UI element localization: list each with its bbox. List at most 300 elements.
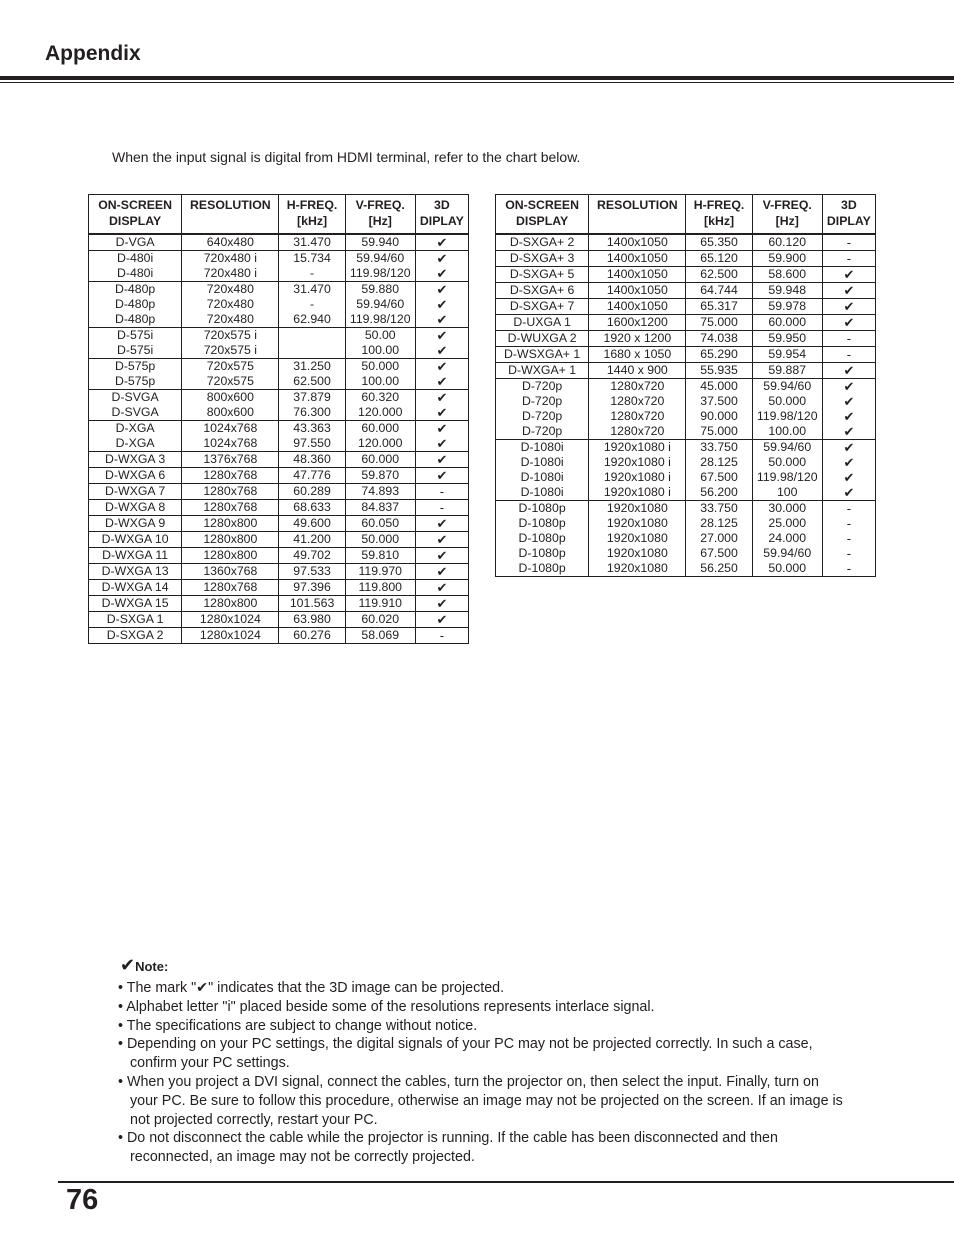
- table-row: [89, 548, 469, 564]
- cell-resolution: 1920x1080 i: [589, 485, 686, 501]
- cell-resolution: 1280x800: [182, 532, 279, 548]
- cell-vfreq: 119.98/120: [752, 470, 822, 485]
- cell-3d: ✔: [415, 421, 468, 437]
- cell-3d: ✔: [415, 580, 468, 596]
- cell-display: D-575i: [89, 328, 182, 344]
- cell-hfreq: [279, 328, 345, 344]
- cell-vfreq: 59.810: [345, 548, 415, 564]
- cell-resolution: 1920x1080: [589, 561, 686, 577]
- cell-vfreq: 60.000: [752, 315, 822, 331]
- cell-3d: -: [822, 251, 875, 267]
- cell-3d: ✔: [415, 234, 468, 251]
- table-row: [89, 421, 469, 437]
- cell-3d: -: [822, 501, 875, 517]
- cell-3d: -: [822, 331, 875, 347]
- cell-resolution: 1280x768: [182, 500, 279, 516]
- cell-hfreq: 65.317: [686, 299, 752, 315]
- cell-vfreq: 100.00: [345, 374, 415, 390]
- cell-hfreq: 97.396: [279, 580, 345, 596]
- table-row: [89, 468, 469, 484]
- cell-display: D-1080i: [496, 485, 589, 501]
- table-row: [89, 516, 469, 532]
- cell-display: D-WXGA 7: [89, 484, 182, 500]
- cell-resolution: 640x480: [182, 234, 279, 251]
- header-rule: [0, 76, 954, 80]
- cell-3d: ✔: [822, 440, 875, 456]
- cell-resolution: 1280x1024: [182, 628, 279, 644]
- table-row: [496, 501, 876, 517]
- col-header-vfreq: V-FREQ. [Hz]: [752, 195, 822, 235]
- cell-resolution: 1920x1080 i: [589, 440, 686, 456]
- table-row: [89, 452, 469, 468]
- cell-resolution: 1400x1050: [589, 251, 686, 267]
- header-rule-thin: [0, 82, 954, 83]
- cell-hfreq: -: [279, 297, 345, 312]
- cell-display: D-WSXGA+ 1: [496, 347, 589, 363]
- cell-vfreq: 58.069: [345, 628, 415, 644]
- cell-vfreq: 60.050: [345, 516, 415, 532]
- cell-resolution: 1680 x 1050: [589, 347, 686, 363]
- note-heading: [120, 955, 168, 976]
- cell-display: D-720p: [496, 379, 589, 395]
- cell-display: D-1080p: [496, 516, 589, 531]
- cell-vfreq: 50.000: [345, 532, 415, 548]
- cell-hfreq: 97.550: [279, 436, 345, 452]
- cell-display: D-1080p: [496, 501, 589, 517]
- cell-resolution: 720x575: [182, 359, 279, 375]
- cell-resolution: 1024x768: [182, 436, 279, 452]
- cell-display: D-1080i: [496, 455, 589, 470]
- note-item: • When you project a DVI signal, connect the cables, turn the projector on, then select the input. Finally, turn on your PC. Be sure to follow this procedure, otherwise an image may not be projected on the screen. If an image is not projected correctly, restart your PC.: [118, 1073, 843, 1128]
- cell-resolution: 1920x1080: [589, 516, 686, 531]
- cell-resolution: 1400x1050: [589, 234, 686, 251]
- table-row: [496, 409, 876, 424]
- cell-display: D-480i: [89, 251, 182, 267]
- page-header-title: Appendix: [45, 42, 141, 65]
- cell-hfreq: 75.000: [686, 315, 752, 331]
- cell-display: D-WXGA 8: [89, 500, 182, 516]
- cell-vfreq: 119.800: [345, 580, 415, 596]
- table-row: [89, 596, 469, 612]
- cell-display: D-WXGA 3: [89, 452, 182, 468]
- cell-display: D-WXGA 14: [89, 580, 182, 596]
- cell-3d: ✔: [415, 390, 468, 406]
- cell-vfreq: 119.98/120: [345, 266, 415, 282]
- cell-hfreq: 45.000: [686, 379, 752, 395]
- cell-3d: -: [415, 500, 468, 516]
- cell-display: D-575p: [89, 374, 182, 390]
- note-item: • The specifications are subject to change without notice.: [118, 1017, 478, 1034]
- cell-hfreq: 43.363: [279, 421, 345, 437]
- cell-vfreq: 59.950: [752, 331, 822, 347]
- cell-3d: -: [822, 516, 875, 531]
- cell-display: D-SXGA+ 7: [496, 299, 589, 315]
- cell-resolution: 1280x1024: [182, 612, 279, 628]
- cell-hfreq: 15.734: [279, 251, 345, 267]
- cell-vfreq: 100.00: [345, 343, 415, 359]
- table-row: [89, 405, 469, 421]
- table-row: [89, 628, 469, 644]
- cell-resolution: 720x575 i: [182, 343, 279, 359]
- table-row: [496, 331, 876, 347]
- cell-3d: ✔: [415, 532, 468, 548]
- cell-hfreq: 31.470: [279, 282, 345, 298]
- cell-hfreq: 37.500: [686, 394, 752, 409]
- cell-display: D-SXGA+ 5: [496, 267, 589, 283]
- cell-display: D-SVGA: [89, 405, 182, 421]
- cell-3d: ✔: [822, 315, 875, 331]
- cell-3d: ✔: [415, 612, 468, 628]
- table-row: [89, 297, 469, 312]
- cell-vfreq: 100: [752, 485, 822, 501]
- table-row: [89, 359, 469, 375]
- cell-vfreq: 50.00: [345, 328, 415, 344]
- cell-hfreq: 65.350: [686, 234, 752, 251]
- cell-vfreq: 59.948: [752, 283, 822, 299]
- table-row: [89, 234, 469, 251]
- cell-hfreq: 47.776: [279, 468, 345, 484]
- table-row: [496, 299, 876, 315]
- table-row: [496, 455, 876, 470]
- cell-vfreq: 58.600: [752, 267, 822, 283]
- table-row: [89, 580, 469, 596]
- cell-display: D-1080p: [496, 531, 589, 546]
- cell-hfreq: 67.500: [686, 546, 752, 561]
- cell-resolution: 1280x800: [182, 596, 279, 612]
- cell-hfreq: 37.879: [279, 390, 345, 406]
- table-row: [496, 347, 876, 363]
- cell-resolution: 1920 x 1200: [589, 331, 686, 347]
- cell-display: D-WXGA+ 1: [496, 363, 589, 379]
- cell-hfreq: 28.125: [686, 455, 752, 470]
- cell-3d: -: [415, 484, 468, 500]
- cell-vfreq: 59.978: [752, 299, 822, 315]
- table-row: [496, 394, 876, 409]
- cell-3d: ✔: [415, 312, 468, 328]
- table-row: [496, 485, 876, 501]
- cell-resolution: 1920x1080: [589, 531, 686, 546]
- cell-display: D-VGA: [89, 234, 182, 251]
- cell-resolution: 1920x1080: [589, 501, 686, 517]
- cell-resolution: 1920x1080 i: [589, 470, 686, 485]
- cell-resolution: 720x575 i: [182, 328, 279, 344]
- cell-hfreq: 33.750: [686, 501, 752, 517]
- cell-3d: -: [822, 531, 875, 546]
- table-row: [89, 282, 469, 298]
- cell-vfreq: 60.020: [345, 612, 415, 628]
- cell-hfreq: 62.500: [279, 374, 345, 390]
- cell-display: D-575i: [89, 343, 182, 359]
- cell-display: D-SXGA 2: [89, 628, 182, 644]
- table-row: [89, 532, 469, 548]
- table-row: [89, 500, 469, 516]
- cell-3d: ✔: [822, 283, 875, 299]
- cell-resolution: 1280x720: [589, 379, 686, 395]
- cell-vfreq: 74.893: [345, 484, 415, 500]
- cell-3d: -: [822, 561, 875, 577]
- cell-hfreq: 97.533: [279, 564, 345, 580]
- cell-vfreq: 59.870: [345, 468, 415, 484]
- cell-hfreq: 48.360: [279, 452, 345, 468]
- table-row: [496, 283, 876, 299]
- cell-vfreq: 59.94/60: [752, 440, 822, 456]
- cell-display: D-1080p: [496, 561, 589, 577]
- cell-vfreq: 59.940: [345, 234, 415, 251]
- cell-vfreq: 84.837: [345, 500, 415, 516]
- signal-table-right: [495, 194, 876, 577]
- cell-hfreq: 60.276: [279, 628, 345, 644]
- cell-vfreq: 119.98/120: [345, 312, 415, 328]
- table-row: [89, 612, 469, 628]
- cell-resolution: 1280x768: [182, 580, 279, 596]
- cell-3d: ✔: [415, 516, 468, 532]
- cell-hfreq: 56.250: [686, 561, 752, 577]
- cell-display: D-480p: [89, 282, 182, 298]
- cell-resolution: 800x600: [182, 390, 279, 406]
- col-header-resolution: RESOLUTION: [182, 195, 279, 235]
- cell-3d: ✔: [415, 266, 468, 282]
- table-row: [496, 315, 876, 331]
- note-item: • Do not disconnect the cable while the projector is running. If the cable has been disconnected and then reconnected, an image may not be correctly projected.: [118, 1130, 778, 1166]
- cell-3d: ✔: [822, 363, 875, 379]
- cell-hfreq: 49.702: [279, 548, 345, 564]
- cell-resolution: 1600x1200: [589, 315, 686, 331]
- cell-vfreq: 24.000: [752, 531, 822, 546]
- cell-resolution: 1280x768: [182, 468, 279, 484]
- col-header-display: ON-SCREEN DISPLAY: [89, 195, 182, 235]
- cell-vfreq: 100.00: [752, 424, 822, 440]
- cell-resolution: 1400x1050: [589, 283, 686, 299]
- cell-display: D-XGA: [89, 421, 182, 437]
- cell-hfreq: 60.289: [279, 484, 345, 500]
- cell-resolution: 1024x768: [182, 421, 279, 437]
- cell-hfreq: 62.940: [279, 312, 345, 328]
- table-row: [496, 470, 876, 485]
- cell-resolution: 1440 x 900: [589, 363, 686, 379]
- note-item: • The mark "✔" indicates that the 3D image can be projected.: [118, 980, 505, 996]
- cell-3d: ✔: [415, 436, 468, 452]
- cell-3d: ✔: [415, 452, 468, 468]
- cell-resolution: 720x480 i: [182, 251, 279, 267]
- cell-resolution: 720x480: [182, 297, 279, 312]
- cell-resolution: 1280x720: [589, 394, 686, 409]
- cell-resolution: 1920x1080 i: [589, 455, 686, 470]
- cell-resolution: 1280x720: [589, 424, 686, 440]
- cell-hfreq: [279, 343, 345, 359]
- col-header-resolution: RESOLUTION: [589, 195, 686, 235]
- cell-3d: -: [415, 628, 468, 644]
- cell-hfreq: 65.290: [686, 347, 752, 363]
- cell-3d: -: [822, 546, 875, 561]
- table-row: [89, 436, 469, 452]
- cell-hfreq: 76.300: [279, 405, 345, 421]
- cell-vfreq: 59.94/60: [752, 546, 822, 561]
- cell-resolution: 1280x768: [182, 484, 279, 500]
- intro-text: When the input signal is digital from HDMI terminal, refer to the chart below.: [112, 149, 581, 165]
- cell-display: D-720p: [496, 394, 589, 409]
- cell-3d: ✔: [415, 251, 468, 267]
- cell-display: D-1080i: [496, 440, 589, 456]
- cell-display: D-WXGA 10: [89, 532, 182, 548]
- cell-display: D-WXGA 15: [89, 596, 182, 612]
- cell-3d: ✔: [415, 564, 468, 580]
- note-item: • Depending on your PC settings, the digital signals of your PC may not be projected correctly. In such a case, confirm your PC settings.: [118, 1036, 813, 1072]
- table-header-row: [89, 195, 469, 235]
- cell-display: D-WUXGA 2: [496, 331, 589, 347]
- cell-display: D-480p: [89, 297, 182, 312]
- note-item: • Alphabet letter "i" placed beside some of the resolutions represents interlace signal.: [118, 998, 655, 1015]
- cell-vfreq: 59.94/60: [752, 379, 822, 395]
- cell-3d: ✔: [415, 297, 468, 312]
- cell-3d: ✔: [822, 299, 875, 315]
- cell-vfreq: 120.000: [345, 436, 415, 452]
- cell-hfreq: 64.744: [686, 283, 752, 299]
- cell-hfreq: 68.633: [279, 500, 345, 516]
- cell-display: D-SXGA+ 3: [496, 251, 589, 267]
- table-row: [89, 374, 469, 390]
- cell-hfreq: 56.200: [686, 485, 752, 501]
- cell-vfreq: 60.000: [345, 452, 415, 468]
- col-header-vfreq: V-FREQ. [Hz]: [345, 195, 415, 235]
- cell-3d: ✔: [822, 485, 875, 501]
- cell-hfreq: 65.120: [686, 251, 752, 267]
- table-row: [496, 546, 876, 561]
- cell-hfreq: 67.500: [686, 470, 752, 485]
- cell-vfreq: 30.000: [752, 501, 822, 517]
- cell-display: D-WXGA 6: [89, 468, 182, 484]
- cell-vfreq: 60.320: [345, 390, 415, 406]
- cell-vfreq: 59.887: [752, 363, 822, 379]
- signal-table-left: [88, 194, 469, 644]
- cell-3d: ✔: [822, 409, 875, 424]
- cell-3d: ✔: [822, 455, 875, 470]
- cell-display: D-1080i: [496, 470, 589, 485]
- cell-hfreq: 63.980: [279, 612, 345, 628]
- table-row: [89, 484, 469, 500]
- cell-resolution: 1376x768: [182, 452, 279, 468]
- table-row: [89, 312, 469, 328]
- cell-3d: ✔: [822, 424, 875, 440]
- check-icon: ✔: [120, 955, 136, 975]
- cell-vfreq: 119.970: [345, 564, 415, 580]
- cell-display: D-1080p: [496, 546, 589, 561]
- cell-vfreq: 59.900: [752, 251, 822, 267]
- cell-display: D-UXGA 1: [496, 315, 589, 331]
- cell-vfreq: 120.000: [345, 405, 415, 421]
- cell-3d: -: [822, 234, 875, 251]
- col-header-3d: 3D DIPLAY: [822, 195, 875, 235]
- cell-3d: ✔: [415, 468, 468, 484]
- cell-hfreq: 75.000: [686, 424, 752, 440]
- cell-vfreq: 119.98/120: [752, 409, 822, 424]
- table-row: [89, 266, 469, 282]
- col-header-3d: 3D DIPLAY: [415, 195, 468, 235]
- table-row: [89, 564, 469, 580]
- cell-hfreq: -: [279, 266, 345, 282]
- table-row: [496, 267, 876, 283]
- table-row: [496, 531, 876, 546]
- table-row: [89, 251, 469, 267]
- cell-3d: ✔: [822, 267, 875, 283]
- cell-3d: ✔: [415, 359, 468, 375]
- cell-hfreq: 90.000: [686, 409, 752, 424]
- cell-display: D-WXGA 11: [89, 548, 182, 564]
- cell-vfreq: 50.000: [752, 561, 822, 577]
- cell-display: D-SXGA+ 2: [496, 234, 589, 251]
- cell-resolution: 1280x800: [182, 516, 279, 532]
- cell-resolution: 720x480: [182, 282, 279, 298]
- cell-resolution: 1920x1080: [589, 546, 686, 561]
- cell-3d: ✔: [415, 596, 468, 612]
- table-row: [496, 251, 876, 267]
- cell-hfreq: 49.600: [279, 516, 345, 532]
- cell-3d: ✔: [415, 328, 468, 344]
- cell-vfreq: 119.910: [345, 596, 415, 612]
- cell-3d: ✔: [415, 548, 468, 564]
- cell-hfreq: 74.038: [686, 331, 752, 347]
- cell-3d: ✔: [415, 343, 468, 359]
- cell-3d: ✔: [822, 379, 875, 395]
- cell-vfreq: 60.000: [345, 421, 415, 437]
- cell-display: D-575p: [89, 359, 182, 375]
- cell-display: D-720p: [496, 424, 589, 440]
- cell-hfreq: 55.935: [686, 363, 752, 379]
- table-header-row: [496, 195, 876, 235]
- cell-3d: ✔: [415, 282, 468, 298]
- cell-resolution: 1400x1050: [589, 267, 686, 283]
- page-number: 76: [66, 1184, 99, 1216]
- cell-display: D-WXGA 9: [89, 516, 182, 532]
- cell-resolution: 720x575: [182, 374, 279, 390]
- cell-display: D-480p: [89, 312, 182, 328]
- cell-3d: ✔: [415, 405, 468, 421]
- cell-display: D-SXGA+ 6: [496, 283, 589, 299]
- cell-resolution: 1360x768: [182, 564, 279, 580]
- cell-hfreq: 31.250: [279, 359, 345, 375]
- cell-resolution: 1400x1050: [589, 299, 686, 315]
- cell-resolution: 720x480 i: [182, 266, 279, 282]
- cell-resolution: 1280x800: [182, 548, 279, 564]
- table-row: [89, 328, 469, 344]
- cell-3d: -: [822, 347, 875, 363]
- note-list: [118, 979, 848, 1167]
- table-row: [496, 516, 876, 531]
- col-header-display: ON-SCREEN DISPLAY: [496, 195, 589, 235]
- cell-vfreq: 59.954: [752, 347, 822, 363]
- cell-hfreq: 33.750: [686, 440, 752, 456]
- cell-vfreq: 59.880: [345, 282, 415, 298]
- cell-vfreq: 50.000: [345, 359, 415, 375]
- table-row: [496, 379, 876, 395]
- cell-hfreq: 31.470: [279, 234, 345, 251]
- cell-display: D-720p: [496, 409, 589, 424]
- cell-display: D-WXGA 13: [89, 564, 182, 580]
- cell-vfreq: 50.000: [752, 455, 822, 470]
- cell-display: D-XGA: [89, 436, 182, 452]
- cell-hfreq: 27.000: [686, 531, 752, 546]
- cell-3d: ✔: [822, 470, 875, 485]
- cell-resolution: 1280x720: [589, 409, 686, 424]
- cell-resolution: 720x480: [182, 312, 279, 328]
- cell-3d: ✔: [822, 394, 875, 409]
- footer-rule: [58, 1181, 954, 1183]
- table-row: [89, 390, 469, 406]
- cell-hfreq: 101.563: [279, 596, 345, 612]
- cell-3d: ✔: [415, 374, 468, 390]
- cell-vfreq: 59.94/60: [345, 297, 415, 312]
- table-row: [496, 234, 876, 251]
- col-header-hfreq: H-FREQ. [kHz]: [279, 195, 345, 235]
